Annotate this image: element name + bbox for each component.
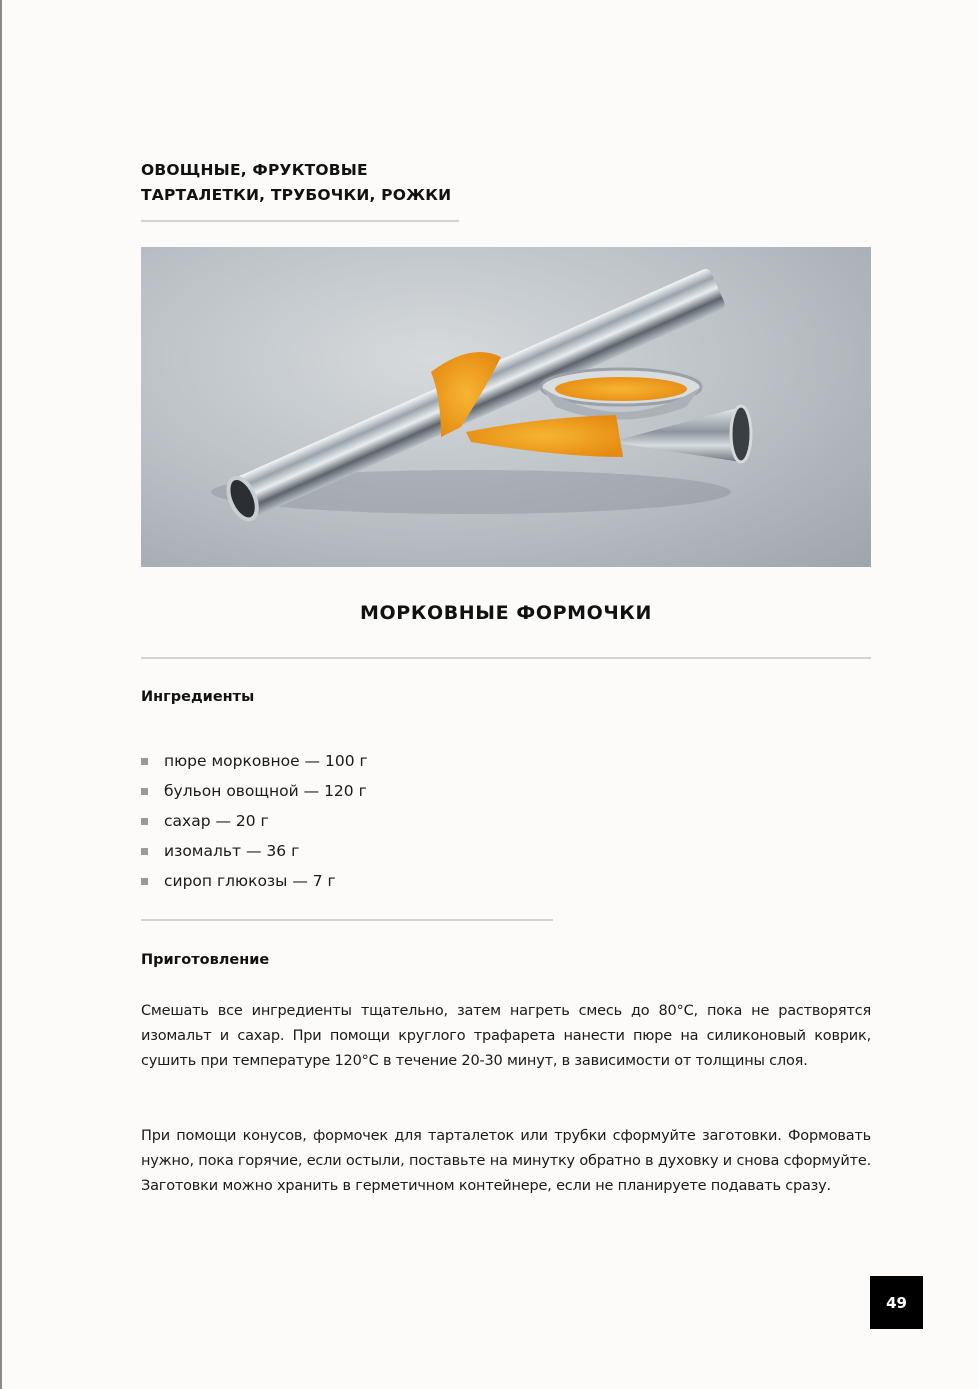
preparation-paragraph: Смешать все ингредиенты тщательно, затем нагреть смесь до 80°C, пока не растворятся изомальт и сахар. При помощи круглого трафарета нанести пюре на силиконовый коврик, сушить при температуре 120°C в течение 20-30 минут, в зависимости от толщины слоя.: [141, 1003, 871, 1069]
section-title-line-2: ТАРТАЛЕТКИ, ТРУБОЧКИ, РОЖКИ: [141, 185, 452, 204]
ingredient-text: изомальт — 36 г: [164, 842, 300, 860]
list-item: [141, 746, 368, 776]
divider: [141, 657, 871, 659]
bullet-icon: [141, 758, 148, 765]
page-number: 49: [870, 1276, 923, 1329]
divider: [141, 919, 553, 921]
list-item: [141, 776, 368, 806]
ingredient-text: сироп глюкозы — 7 г: [164, 872, 336, 890]
ingredient-text: сахар — 20 г: [164, 812, 269, 830]
list-item: [141, 836, 368, 866]
section-title-line-1: ОВОЩНЫЕ, ФРУКТОВЫЕ: [141, 161, 368, 179]
divider: [141, 220, 459, 222]
recipe-photo: [141, 247, 871, 567]
page-edge: [0, 0, 2, 1389]
bullet-icon: [141, 818, 148, 825]
bullet-icon: [141, 788, 148, 795]
bullet-icon: [141, 878, 148, 885]
ingredients-heading: Ингредиенты: [141, 689, 255, 705]
ingredients-list: [141, 746, 368, 896]
bullet-icon: [141, 848, 148, 855]
preparation-paragraph: При помощи конусов, формочек для тарталеток или трубки сформуйте заготовки. Формовать нужно, пока горячие, если остыли, поставьте на минутку обратно в духовку и снова сформуйте. Заготовки можно хранить в герметичном контейнере, если не планируете подавать сразу.: [141, 1128, 871, 1194]
section-title: [141, 158, 451, 207]
preparation-heading: Приготовление: [141, 952, 270, 968]
ingredient-text: пюре морковное — 100 г: [164, 752, 368, 770]
list-item: [141, 806, 368, 836]
ingredient-text: бульон овощной — 120 г: [164, 782, 367, 800]
recipe-title: МОРКОВНЫЕ ФОРМОЧКИ: [360, 602, 652, 624]
list-item: [141, 866, 368, 896]
